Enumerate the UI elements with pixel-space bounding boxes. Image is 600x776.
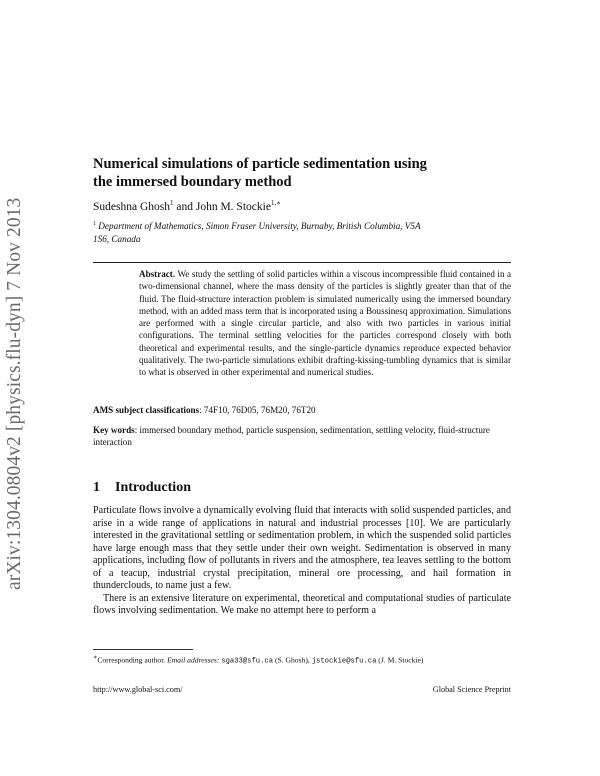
ams-text: : 74F10, 76D05, 76M20, 76T20	[199, 405, 316, 415]
section-heading	[93, 480, 191, 496]
ams-heading: AMS subject classifications	[93, 405, 200, 415]
section-title: Introduction	[115, 480, 191, 495]
email-label: Email addresses:	[167, 655, 220, 665]
email-link[interactable]: sga33@sfu.ca	[221, 657, 274, 666]
affiliation-mark: 1	[93, 221, 96, 227]
abstract-text: We study the settling of solid particles within a viscous incompressible fluid contained in a two-dimensional channel, where the mass density of the particles is slightly greater than that of the fluid. The fluid-structure interaction problem is simulated numerically using the immersed boundary method, with an added mass term that is incorporated using a Boussinesq approximation. Simulations are performed with a single circular particle, and also with two particles in various initial configurations. The terminal settling velocities for the particles correspond closely with both theoretical and experimental results, and the single-particle dynamics reproduce expected behavior qualitatively. The two-particle simulations exhibit drafting-kissing-tumbling dynamics that is similar to what is observed in other experimental and numerical studies.	[139, 269, 512, 378]
footnote	[93, 654, 423, 666]
abstract-heading: Abstract.	[139, 269, 176, 279]
affiliation	[93, 218, 423, 246]
footnote-label: Corresponding author.	[97, 655, 166, 665]
publisher-url[interactable]: http://www.global-sci.com/	[93, 685, 183, 694]
paper-title: Numerical simulations of particle sedimentation using the immersed boundary method	[93, 156, 427, 190]
affiliation-mark: 1,∗	[270, 199, 281, 207]
keywords-heading: Key words	[93, 425, 135, 435]
author-connector: and	[173, 200, 196, 213]
ams-classifications	[93, 405, 316, 415]
abstract	[139, 268, 511, 379]
author-name: Sudeshna Ghosh	[93, 200, 170, 213]
body-text	[93, 505, 511, 618]
paragraph: There is an extensive literature on experimental, theoretical and computational studies of particulate flows involving sedimentation. We make no attempt here to perform a	[93, 592, 511, 616]
author-line	[93, 199, 281, 213]
email-link[interactable]: jstockie@sfu.ca	[311, 657, 377, 666]
email-owner: (S. Ghosh),	[274, 655, 310, 665]
footnote-rule	[93, 649, 193, 650]
publisher-name: Global Science Preprint	[432, 685, 511, 694]
affiliation-text: Department of Mathematics, Simon Fraser University, Burnaby, British Columbia, V5A 1S6, Canada	[93, 221, 421, 245]
paragraph: Particulate flows involve a dynamically evolving fluid that interacts with solid suspended particles, and arise in a wide range of applications in natural and industrial processes [10]. We are particularly interested in the gravitational settling or sedimentation problem, in which the suspended solid particles have large enough mass that they settle under their own weight. Sedimentation is observed in many applications, including flow of pollutants in rivers and the atmosphere, tea leaves settling to the bottom of a teacup, industrial crystal precipitation, mineral ore processing, and hail formation in thunderclouds, to name just a few.	[93, 505, 511, 591]
keywords-text: : immersed boundary method, particle suspension, sedimentation, settling velocity, fluid-structure interaction	[93, 425, 490, 448]
affiliation-mark: 1	[170, 199, 174, 207]
arxiv-identifier: arXiv:1304.0804v2 [physics.flu-dyn] 7 Nov 2013	[4, 197, 25, 590]
footnote-mark: ∗	[93, 654, 98, 661]
author-name: John M. Stockie	[195, 200, 271, 213]
header-rule	[93, 262, 511, 263]
section-number: 1	[93, 480, 100, 495]
email-owner: (J. M. Stockie)	[378, 655, 424, 665]
keywords	[93, 424, 513, 449]
